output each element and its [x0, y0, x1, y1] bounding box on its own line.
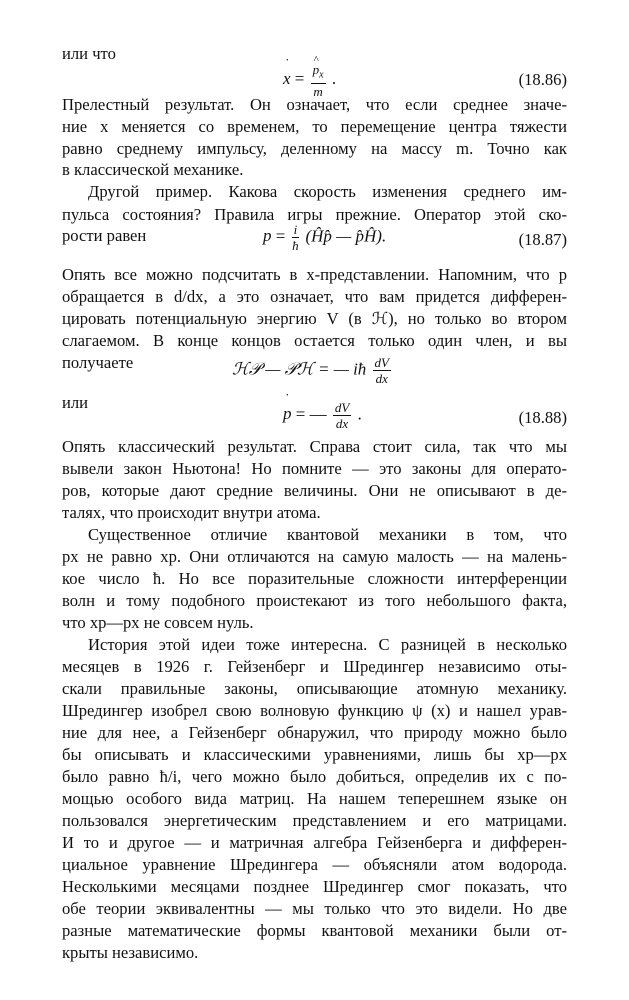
eq-fraction — [311, 62, 326, 99]
eq-denominator: dx — [335, 416, 349, 431]
eq-numerator: i — [293, 222, 298, 237]
text-line: было равно ħ/i, чего можно было добиться, определив их с по- — [62, 767, 567, 786]
equation-number: (18.86) — [518, 70, 567, 89]
eq-sign: = — — [295, 404, 327, 424]
text-line: Прелестный результат. Он означает, что если среднее значе- — [62, 95, 567, 114]
text-line: История этой идеи тоже интересна. С разницей в несколько — [88, 635, 567, 654]
eq-denominator: m — [313, 83, 323, 99]
equation-commutator — [232, 355, 393, 386]
text-line: px не равно xp. Они отличаются на самую малость — на малень- — [62, 547, 567, 566]
text-line: крыты независимо. — [62, 943, 199, 962]
text-line: или — [62, 393, 89, 412]
text-line: скали правильные законы, описывающие атомную механику. — [62, 679, 567, 698]
text-line: мощью особого вида матриц. На нашем теперешнем языке он — [62, 789, 567, 808]
text-line: Несколькими месяцами позднее Шредингер смог показать, что — [62, 877, 567, 896]
eq-numerator: dV — [374, 355, 389, 370]
eq-fraction — [292, 222, 300, 253]
text-line: Существенное отличие квантовой механики в том, что — [88, 525, 567, 544]
equation-18-88 — [283, 400, 362, 431]
eq-lhs: x ˙ — [283, 69, 291, 89]
equation-18-86 — [283, 62, 336, 99]
text-line: Опять все можно подсчитать в x-представлении. Напомним, что p — [62, 265, 567, 284]
text-line: Шредингер изобрел свою волновую функцию ψ (x) и нашел урав- — [62, 701, 567, 720]
eq-sign: = — [275, 226, 286, 246]
eq-sign: = — [294, 69, 305, 89]
text-line: ние x меняется со временем, то перемещение центра тяжести — [62, 117, 567, 136]
text-line: кое число ħ. Но все поразительные сложности интерференции — [62, 569, 567, 588]
text-line: ров, которые дают средние величины. Они не описывают в де- — [62, 481, 567, 500]
text-line: равно среднему импульсу, деленному на массу m. Точно как — [62, 139, 567, 158]
text-line: ние для нее, а Гейзенберг обнаружил, что природу можно было — [62, 723, 567, 742]
text-line: обращается в d/dx, а это означает, что вам придется дифферен- — [62, 287, 567, 306]
eq-fraction — [373, 355, 391, 386]
equation-18-87 — [263, 222, 386, 253]
eq-numerator: dV — [334, 400, 350, 415]
text-line: бы описывать и классическими уравнениями, лишь бы xp—px — [62, 745, 567, 764]
eq-denominator: ħ — [292, 238, 299, 253]
text-line: разные математические формы квантовой механики были от- — [62, 921, 567, 940]
text-line: циальное уравнение Шредингера — объясняли атом водорода. — [62, 855, 567, 874]
text-line: цировать потенциальную энергию V (в ℋ), но только во втором — [62, 309, 567, 328]
eq-body: (Ĥp̂ — p̂Ĥ). — [305, 226, 387, 246]
eq-numerator: ^ $p_x$ — [311, 62, 326, 84]
text-line: талях, что происходит внутри атома. — [62, 503, 321, 522]
eq-body: ℋ𝒫 — 𝒫ℋ = — iħ — [232, 359, 367, 379]
text-line: пульса состояния? Правила игры прежние. Оператор этой ско- — [62, 205, 567, 224]
text-line: вывели закон Ньютона! Но помните — это законы для операто- — [62, 459, 567, 478]
text-line: Опять классический результат. Справа стоит сила, так что мы — [62, 437, 567, 456]
eq-denominator: dx — [375, 371, 388, 386]
equation-number: (18.87) — [518, 230, 567, 249]
eq-tail: . — [357, 404, 362, 424]
eq-fraction — [333, 400, 351, 431]
text-line: волн и тому подобного проистекают из того небольшого факта, — [62, 591, 567, 610]
eq-lhs: p ˙ — [283, 404, 292, 424]
equation-number: (18.88) — [518, 408, 567, 427]
text-line: получаете — [62, 353, 134, 372]
text-line: пользовался энергетическим представлением и его матрицами. — [62, 811, 567, 830]
eq-lhs: p ˙ — [263, 226, 272, 246]
text-line: в классической механике. — [62, 160, 244, 179]
text-line: рости равен — [62, 226, 147, 245]
text-line: месяцев в 1926 г. Гейзенберг и Шредингер независимо оты- — [62, 657, 567, 676]
text-line: Другой пример. Какова скорость изменения среднего им- — [88, 182, 567, 201]
text-line: обе теории эквивалентны — мы только что это видели. Но две — [62, 899, 567, 918]
text-line: или что — [62, 44, 116, 63]
text-line: слагаемом. В конце концов остается только один член, и вы — [62, 331, 567, 350]
text-line: что xp—px не совсем нуль. — [62, 613, 254, 632]
text-line: И то и другое — и матричная алгебра Гейзенберга и дифферен- — [62, 833, 567, 852]
eq-tail: . — [331, 69, 337, 89]
